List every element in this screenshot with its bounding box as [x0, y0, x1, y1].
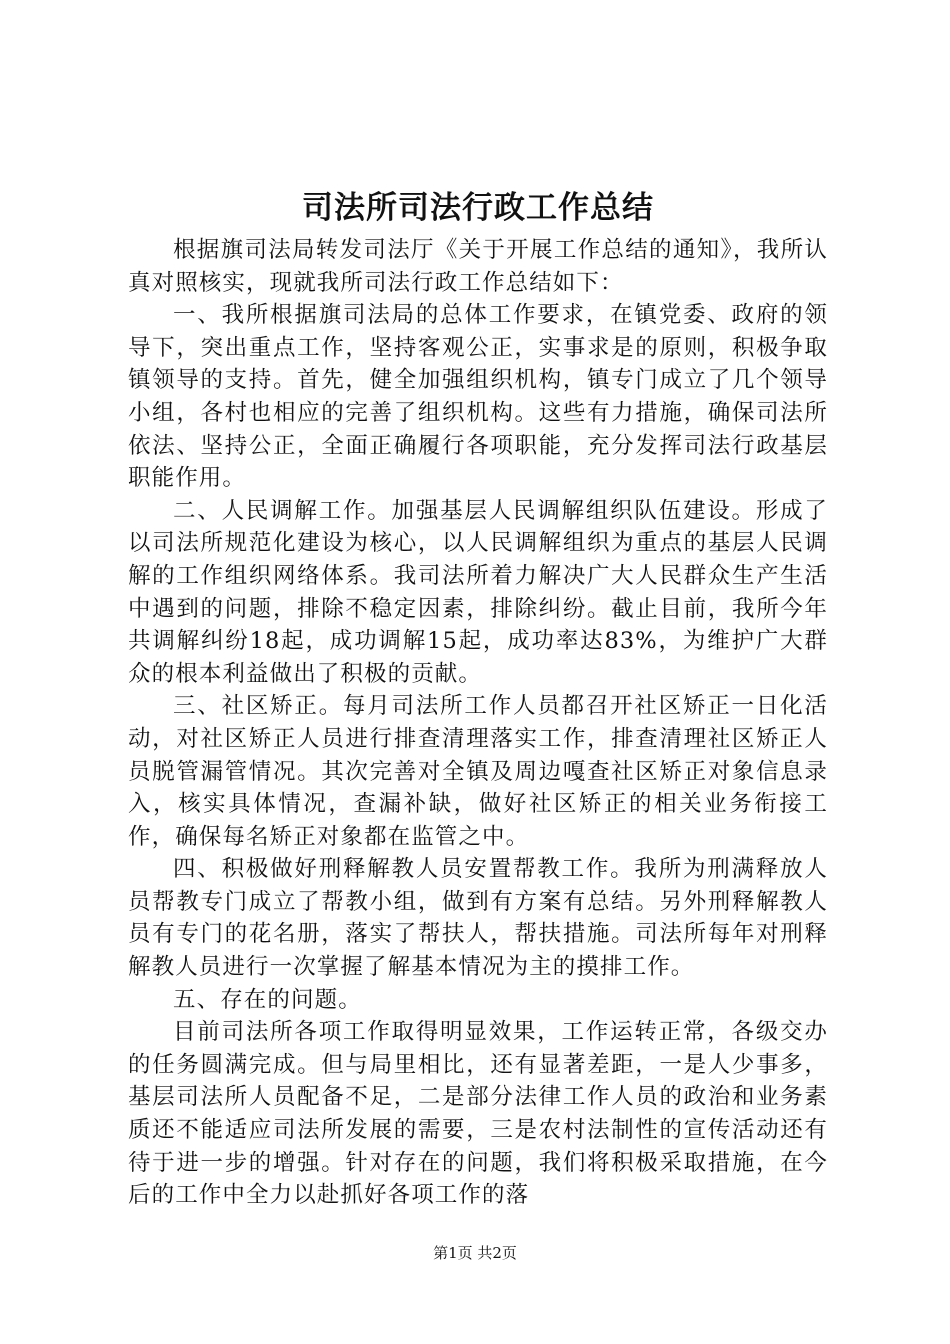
paragraph-section-3: 三、社区矫正。每月司法所工作人员都召开社区矫正一日化活动，对社区矫正人员进行排查清理落实工作，排查清理社区矫正人员脱管漏管情况。其次完善对全镇及周边嘎查社区矫正对象信息录入，核实具体情况，查漏补缺，做好社区矫正的相关业务衔接工作，确保每名矫正对象都在监管之中。: [128, 693, 828, 850]
paragraph-intro: 根据旗司法局转发司法厅《关于开展工作总结的通知》，我所认真对照核实，现就我所司法行政工作总结如下：: [128, 237, 828, 296]
paragraph-section-5-body: 目前司法所各项工作取得明显效果，工作运转正常，各级交办的任务圆满完成。但与局里相比，还有显著差距，一是人少事多，基层司法所人员配备不足，二是部分法律工作人员的政治和业务素质还不能适应司法所发展的需要，三是农村法制性的宣传活动还有待于进一步的增强。针对存在的问题，我们将积极采取措施，在今后的工作中全力以赴抓好各项工作的落: [128, 1019, 828, 1209]
paragraph-section-5-heading: 五、存在的问题。: [173, 986, 362, 1013]
document-body: [128, 234, 828, 1212]
document-title: 司法所司法行政工作总结: [302, 190, 654, 226]
paragraph-section-2: 二、人民调解工作。加强基层人民调解组织队伍建设。形成了以司法所规范化建设为核心，以人民调解组织为重点的基层人民调解的工作组织网络体系。我司法所着力解决广大人民群众生产生活中遇到的问题，排除不稳定因素，排除纠纷。截止目前，我所今年共调解纠纷18起，成功调解15起，成功率达83%，为维护广大群众的根本利益做出了积极的贡献。: [128, 497, 828, 687]
document-page: [128, 182, 828, 1212]
paragraph-section-1: 一、我所根据旗司法局的总体工作要求，在镇党委、政府的领导下，突出重点工作，坚持客观公正，实事求是的原则，积极争取镇领导的支持。首先，健全加强组织机构，镇专门成立了几个领导小组，各村也相应的完善了组织机构。这些有力措施，确保司法所依法、坚持公正，全面正确履行各项职能，充分发挥司法行政基层职能作用。: [128, 302, 828, 492]
paragraph-section-4: 四、积极做好刑释解教人员安置帮教工作。我所为刑满释放人员帮教专门成立了帮教小组，做到有方案有总结。另外刑释解教人员有专门的花名册，落实了帮扶人，帮扶措施。司法所每年对刑释解教人员进行一次掌握了解基本情况为主的摸排工作。: [128, 856, 828, 981]
page-number-footer: 第1页 共2页: [433, 1244, 517, 1262]
